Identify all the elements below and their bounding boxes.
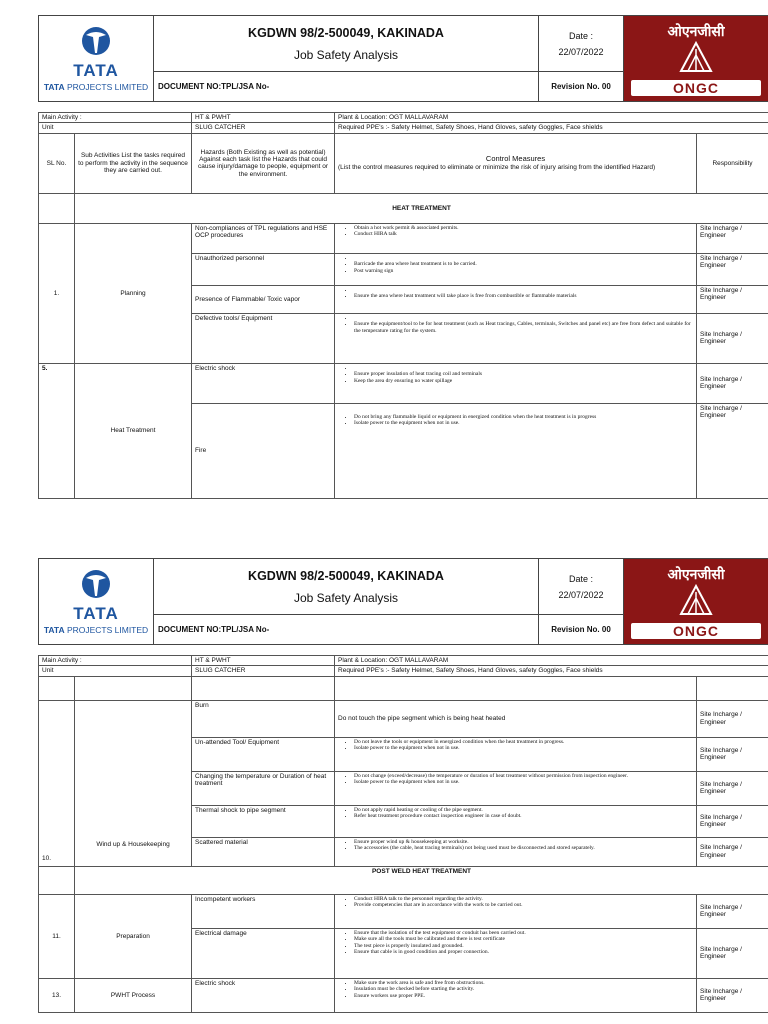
responsibility-cell: Site Incharge / Engineer xyxy=(697,805,768,837)
responsibility-cell: Site Incharge / Engineer xyxy=(697,223,768,253)
main-activity-label: Main Activity : xyxy=(39,113,192,123)
responsibility-cell: Site Incharge / Engineer xyxy=(697,285,768,313)
ongc-emblem-icon xyxy=(676,41,716,73)
hazard-cell: Electric shock xyxy=(192,363,335,403)
revision-number: Revision No. 00 xyxy=(539,72,624,102)
tata-emblem-icon xyxy=(81,26,111,56)
main-activity-value: HT & PWHT xyxy=(192,113,335,123)
tata-company-name: TATA PROJECTS LIMITED xyxy=(43,81,149,92)
section-heat-treatment: HEAT TREATMENT xyxy=(75,193,768,223)
control-measures-cell: • Do not leave the tools or equipment in energized condition when the heat treatment in progress. • Isolate power to the equipment when not in use. xyxy=(335,737,697,771)
ongc-hindi-text: ओएनजीसी xyxy=(667,565,725,582)
blank-cell xyxy=(192,676,335,700)
hazard-cell: Burn xyxy=(192,700,335,737)
hazard-cell: Fire xyxy=(192,403,335,498)
project-title: KGDWN 98/2-500049, KAKINADA xyxy=(248,568,444,583)
ongc-logo xyxy=(624,559,768,645)
responsibility-cell: Site Incharge / Engineer xyxy=(697,363,768,403)
blank-cell xyxy=(335,676,697,700)
col-header-hazards: Hazards (Both Existing as well as potential) Against each task list the Hazards that could cause injury/damage to people, equipment or the environment. xyxy=(192,133,335,193)
plant-location: Plant & Location: OGT MALLAVARAM xyxy=(335,656,768,666)
hazard-cell: Electric shock xyxy=(192,978,335,1012)
hazard-cell: Defective tools/ Equipment xyxy=(192,313,335,363)
control-measures-cell: • • Ensure the area where heat treatment will take place is free from combustible or flammable materials xyxy=(335,285,697,313)
hazard-cell: Un-attended Tool/ Equipment xyxy=(192,737,335,771)
document-header xyxy=(38,558,768,645)
ongc-logo xyxy=(624,16,768,102)
col-header-control-measures: Control Measures (List the control measures required to eliminate or minimize the risk of injury arising from the identified Hazard) xyxy=(335,133,697,193)
unit-label: Unit xyxy=(39,123,192,133)
tata-company-name: TATA PROJECTS LIMITED xyxy=(43,624,149,635)
tata-wordmark: TATA xyxy=(73,60,119,80)
project-title: KGDWN 98/2-500049, KAKINADA xyxy=(248,25,444,40)
responsibility-cell: Site Incharge / Engineer xyxy=(697,313,768,363)
unit-label: Unit xyxy=(39,666,192,676)
control-measures-cell: Do not touch the pipe segment which is being heat heated xyxy=(335,700,697,737)
hazard-cell: Changing the temperature or Duration of heat treatment xyxy=(192,771,335,805)
page-2 xyxy=(38,558,768,1013)
required-ppe: Required PPE's :- Safety Helmet, Safety Shoes, Hand Gloves, safety Goggles, Face shields xyxy=(335,123,768,133)
control-measures-cell: • • Ensure proper insulation of heat tracing coil and terminals • Keep the area dry ensuring no water spillage xyxy=(335,363,697,403)
spacer-cell xyxy=(39,193,75,223)
hazard-cell: Non-compliances of TPL regulations and HSE OCP procedures xyxy=(192,223,335,253)
sub-activity-planning: Planning xyxy=(75,223,192,363)
ongc-wordmark: ONGC xyxy=(631,623,761,639)
responsibility-cell: Site Incharge / Engineer xyxy=(697,928,768,978)
control-measures-cell: • Obtain a hot work permit & associated permits. • Conduct HIRA talk xyxy=(335,223,697,253)
date-label: Date : xyxy=(568,30,593,41)
sl-number: 10. xyxy=(39,700,75,866)
hazard-cell: Electrical damage xyxy=(192,928,335,978)
section-post-weld-heat-treatment: POST WELD HEAT TREATMENT xyxy=(75,866,768,894)
blank-cell xyxy=(39,676,75,700)
hazard-cell: Thermal shock to pipe segment xyxy=(192,805,335,837)
responsibility-cell: Site Incharge / Engineer xyxy=(697,894,768,928)
unit-value: SLUG CATCHER xyxy=(192,666,335,676)
tata-emblem-icon xyxy=(81,569,111,599)
col-header-sl: SL No. xyxy=(39,133,75,193)
date-value: 22/07/2022 xyxy=(558,589,604,600)
jsa-table-page1 xyxy=(38,112,768,499)
sl-number: 1. xyxy=(39,223,75,363)
document-header xyxy=(38,15,768,102)
title-cell xyxy=(154,16,539,72)
responsibility-cell: Site Incharge / Engineer xyxy=(697,978,768,1012)
ongc-hindi-text: ओएनजीसी xyxy=(667,22,725,39)
main-activity-label: Main Activity : xyxy=(39,656,192,666)
sl-number: 5. xyxy=(39,363,75,498)
responsibility-cell: Site Incharge / Engineer xyxy=(697,771,768,805)
plant-location: Plant & Location: OGT MALLAVARAM xyxy=(335,113,768,123)
responsibility-cell: Site Incharge / Engineer xyxy=(697,737,768,771)
tata-logo xyxy=(39,559,154,645)
date-value: 22/07/2022 xyxy=(558,46,604,57)
control-measures-cell: • Ensure proper wind up & housekeeping at worksite. • The accessories (the cable, heat tracing terminals) not being used must be disconnected and stored separately. xyxy=(335,837,697,866)
ongc-emblem-icon xyxy=(676,584,716,616)
required-ppe: Required PPE's :- Safety Helmet, Safety Shoes, Hand Gloves, safety Goggles, Face shields xyxy=(335,666,768,676)
sub-activity-preparation: Preparation xyxy=(75,894,192,978)
control-measures-cell: • Ensure that the isolation of the test equipment or conduit has been carried out. • Make sure all the tools must be calibrated and there is test certificate • The test piece is properly insulated and grounded. • Ensure that cable is in good condition and proper connection. xyxy=(335,928,697,978)
document-title: Job Safety Analysis xyxy=(293,47,399,62)
spacer-cell xyxy=(39,866,75,894)
control-measures-cell: • Do not change (exceed/decrease) the temperature or duration of heat treatment without permission from inspection engineer. • Isolate power to the equipment when not in use. xyxy=(335,771,697,805)
title-cell xyxy=(154,559,539,615)
revision-number: Revision No. 00 xyxy=(539,615,624,645)
blank-cell xyxy=(75,676,192,700)
responsibility-cell: Site Incharge / Engineer xyxy=(697,253,768,285)
responsibility-cell: Site Incharge / Engineer xyxy=(697,700,768,737)
sl-number: 11. xyxy=(39,894,75,978)
blank-cell xyxy=(697,676,768,700)
tata-logo xyxy=(39,16,154,102)
jsa-table-page2 xyxy=(38,655,768,1013)
control-measures-cell: • Make sure the work area is safe and free from obstructions. • Insulation must be checked before starting the activity. • Ensure workers use proper PPE. xyxy=(335,978,697,1012)
control-measures-cell: • Conduct HIRA talk to the personnel regarding the activity. • Provide competencies that are in accordance with the work to be carried out. xyxy=(335,894,697,928)
control-measures-cell: • • Ensure the equipment/tool to be for heat treatment (such as Heat tracings, Cables, terminals, Switches and panel etc) are free from defect and suitable for the temperature rating for the system. xyxy=(335,313,697,363)
responsibility-cell: Site Incharge / Engineer xyxy=(697,837,768,866)
page-1 xyxy=(38,15,768,499)
hazard-cell: Presence of Flammable/ Toxic vapor xyxy=(192,285,335,313)
date-cell xyxy=(539,16,624,72)
control-measures-cell: • Do not bring any flammable liquid or equipment in energized condition when the heat treatment is in progress • Isolate power to the equipment when not in use. xyxy=(335,403,697,498)
ongc-wordmark: ONGC xyxy=(631,80,761,96)
unit-value: SLUG CATCHER xyxy=(192,123,335,133)
hazard-cell: Unauthorized personnel xyxy=(192,253,335,285)
main-activity-value: HT & PWHT xyxy=(192,656,335,666)
date-label: Date : xyxy=(568,573,593,584)
date-cell xyxy=(539,559,624,615)
col-header-sub-activities: Sub Activities List the tasks required to perform the activity in the sequence they are carried out. xyxy=(75,133,192,193)
tata-wordmark: TATA xyxy=(73,603,119,623)
col-header-responsibility: Responsibility xyxy=(697,133,768,193)
responsibility-cell: Site Incharge / Engineer xyxy=(697,403,768,498)
hazard-cell: Incompetent workers xyxy=(192,894,335,928)
sub-activity-windup: Wind up & Housekeeping xyxy=(75,700,192,866)
document-title: Job Safety Analysis xyxy=(293,590,399,605)
sl-number: 13. xyxy=(39,978,75,1012)
control-measures-cell: • • Barricade the area where heat treatment is to be carried. • Post warning sign xyxy=(335,253,697,285)
document-number: DOCUMENT NO:TPL/JSA No- xyxy=(154,72,539,102)
hazard-cell: Scattered material xyxy=(192,837,335,866)
sub-activity-pwht-process: PWHT Process xyxy=(75,978,192,1012)
document-number: DOCUMENT NO:TPL/JSA No- xyxy=(154,615,539,645)
sub-activity-heat-treatment: Heat Treatment xyxy=(75,363,192,498)
control-measures-cell: • Do not apply rapid heating or cooling of the pipe segment. • Refer heat treatment procedure contact inspection engineer in case of doubt. xyxy=(335,805,697,837)
